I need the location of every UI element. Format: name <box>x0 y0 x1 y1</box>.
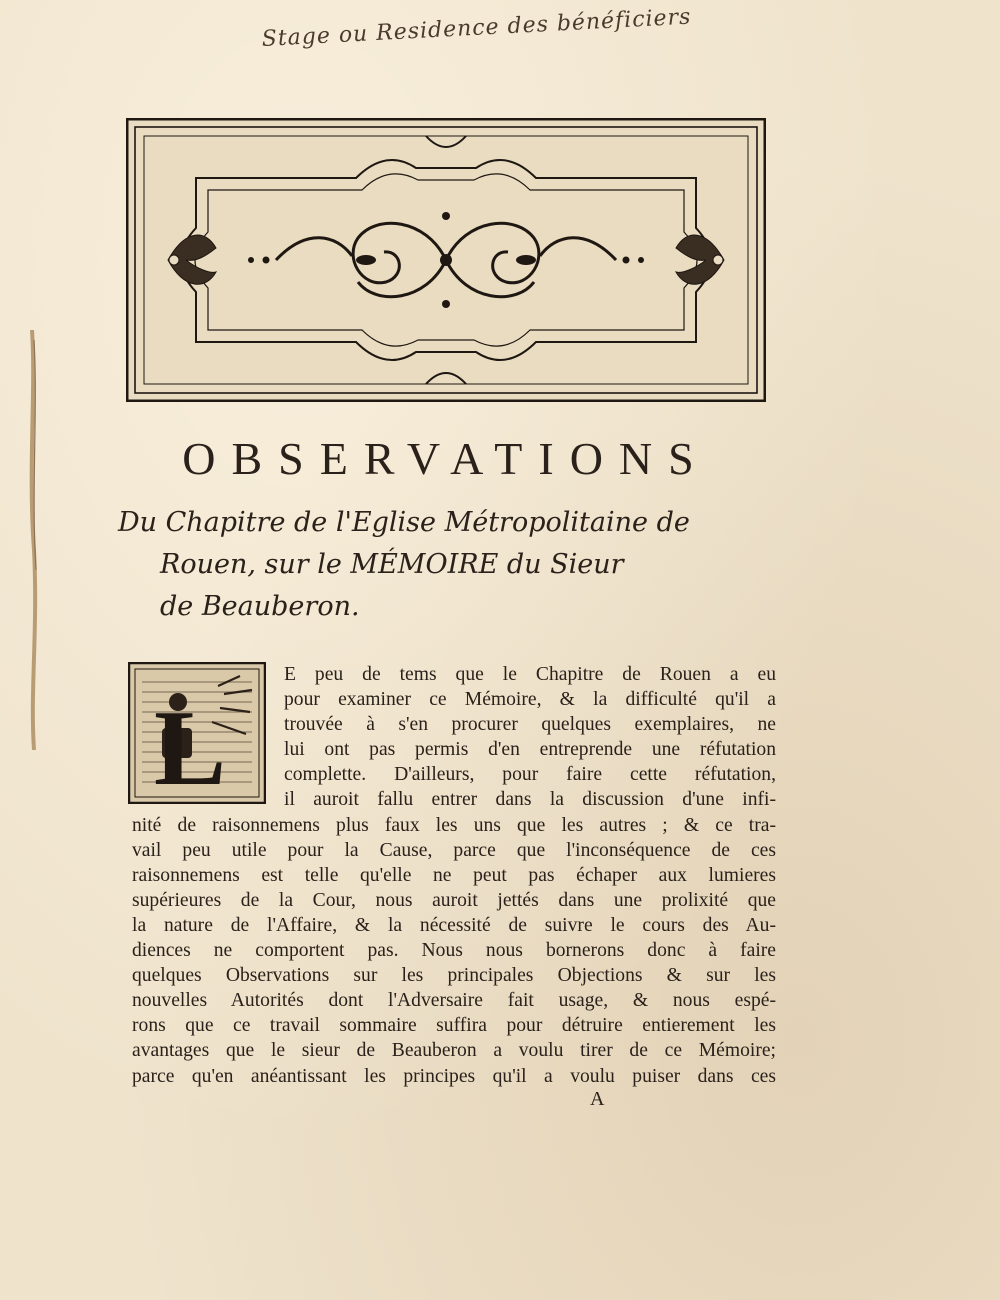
page-subtitle <box>118 502 778 628</box>
body-line: nouvelles Autorités dont l'Adversaire fait usage, & nous espé- <box>132 990 776 1012</box>
subtitle-line-3: de Beauberon. <box>160 591 360 622</box>
body-line: pour examiner ce Mémoire, & la difficulté qu'il a <box>284 689 776 711</box>
body-line: supérieures de la Cour, nous auroit jettés dans une prolixité que <box>132 889 776 911</box>
body-line: vail peu utile pour la Cause, parce que l'inconséquence de ces <box>132 839 776 861</box>
body-line: nité de raisonnemens plus faux les uns que les autres ; & ce tra- <box>132 814 776 836</box>
body-line: avantages que le sieur de Beauberon a voulu tirer de ce Mémoire; <box>132 1040 776 1062</box>
decorated-initial-letter: L <box>154 689 227 804</box>
page-title: OBSERVATIONS <box>182 433 710 484</box>
page-binding-edge <box>22 330 42 750</box>
body-text <box>132 662 776 1089</box>
body-line: diences ne comportent pas. Nous nous bornerons donc à faire <box>132 940 776 962</box>
body-line: E peu de tems que le Chapitre de Rouen a eu <box>284 664 776 685</box>
body-line: la nature de l'Affaire, & la nécessité de suivre le cours des Au- <box>132 914 776 936</box>
handwritten-annotation: Stage ou Residence des bénéficiers <box>261 4 693 52</box>
body-line: complette. D'ailleurs, pour faire cette réfutation, <box>284 764 776 786</box>
ornamental-headpiece <box>126 118 766 402</box>
signature-mark: A <box>590 1088 605 1110</box>
subtitle-line-1: Du Chapitre de l'Eglise Métropolitaine de <box>118 507 690 538</box>
body-line: lui ont pas permis d'en entreprende une réfutation <box>284 739 776 761</box>
subtitle-line-2: Rouen, sur le MÉMOIRE du Sieur <box>160 549 624 580</box>
body-line: rons que ce travail sommaire suffira pour détruire entierement les <box>132 1015 776 1037</box>
body-line: raisonnemens est telle qu'elle ne peut pas échaper aux lumieres <box>132 864 776 886</box>
body-line: il auroit fallu entrer dans la discussion d'une infi- <box>284 789 776 811</box>
body-line: trouvée à s'en procurer quelques exemplaires, ne <box>284 714 776 736</box>
body-line: quelques Observations sur les principales Objections & sur les <box>132 965 776 987</box>
body-line: parce qu'en anéantissant les principes qu'il a voulu puiser dans ces <box>132 1065 776 1087</box>
